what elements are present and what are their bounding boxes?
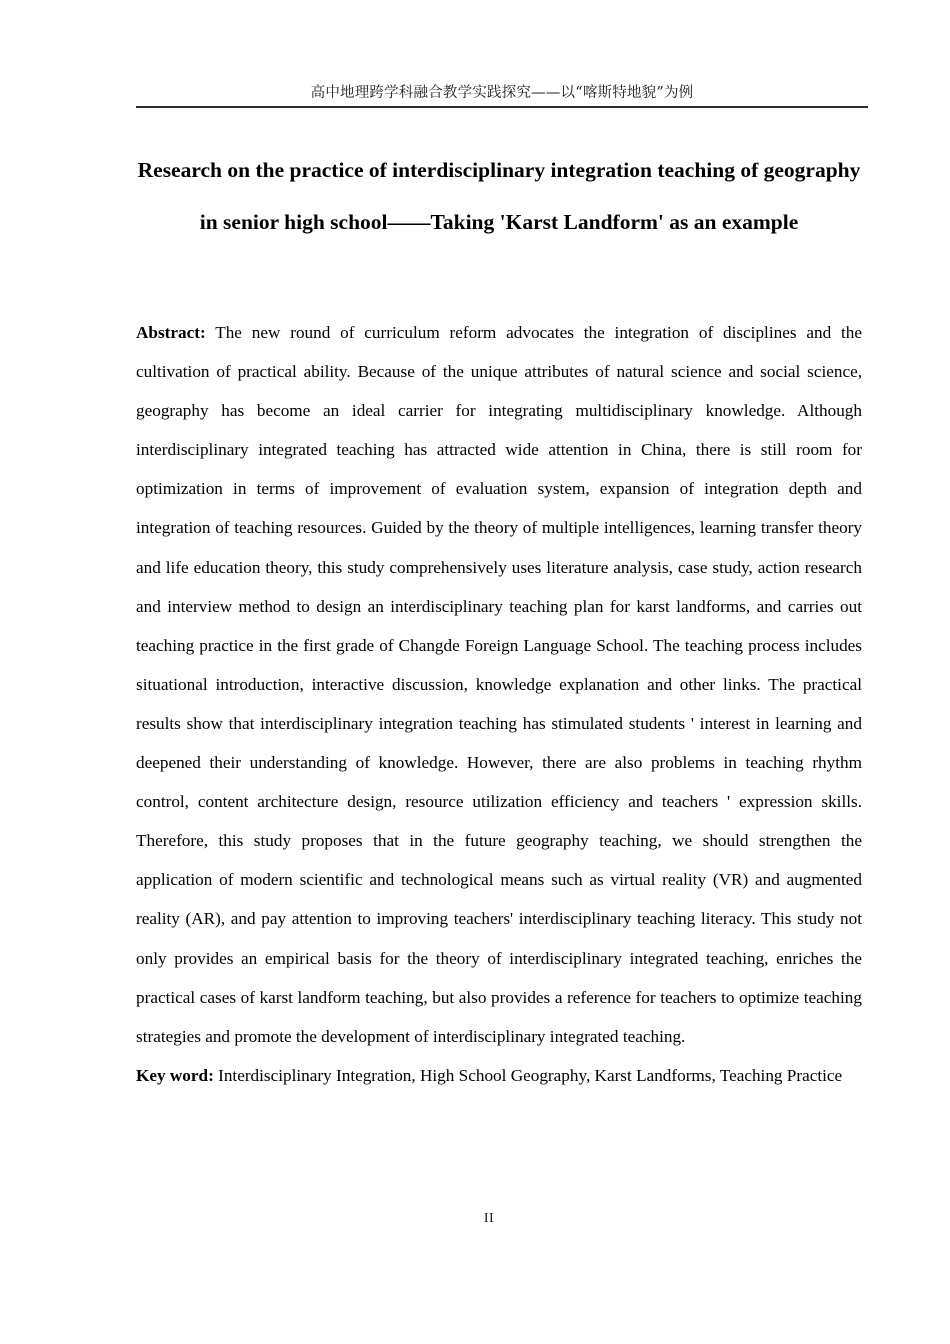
keywords-text: Interdisciplinary Integration, High School Geography, Karst Landforms, Teaching Practice	[213, 1065, 843, 1085]
running-header-text: 高中地理跨学科融合教学实践探究——以“喀斯特地貌”为例	[310, 85, 694, 101]
page-number-footer	[0, 1211, 950, 1227]
abstract-section	[136, 313, 862, 1095]
abstract-paragraph	[136, 313, 862, 1056]
keywords-label: Key word:	[136, 1065, 214, 1085]
keywords-paragraph	[136, 1056, 862, 1095]
title-block	[136, 145, 862, 248]
page-title: Research on the practice of interdisciplinary integration teaching of geography in senior high school——Taking 'Karst Landform' as an example	[137, 158, 861, 234]
header-divider-rule	[136, 106, 868, 108]
abstract-label: Abstract:	[136, 323, 206, 342]
abstract-text: The new round of curriculum reform advocates the integration of disciplines and the cultivation of practical ability. Because of the unique attributes of natural science and social science, geography has become an ideal carrier for integrating multidisciplinary knowledge. Although interdisciplinary integrated teaching has attracted wide attention in China, there is still room for optimization in terms of improvement of evaluation system, expansion of integration depth and integration of teaching resources. Guided by the theory of multiple intelligences, learning transfer theory and life education theory, this study comprehensively uses literature analysis, case study, action research and interview method to design an interdisciplinary teaching plan for karst landforms, and carries out teaching practice in the first grade of Changde Foreign Language School. The teaching process includes situational introduction, interactive discussion, knowledge explanation and other links. The practical results show that interdisciplinary integration teaching has stimulated students ' interest in learning and deepened their understanding of knowledge. However, there are also problems in teaching rhythm control, content architecture design, resource utilization efficiency and teachers ' expression skills. Therefore, this study proposes that in the future geography teaching, we should strengthen the application of modern scientific and technological means such as virtual reality (VR) and augmented reality (AR), and pay attention to improving teachers' interdisciplinary teaching literacy. This study not only provides an empirical basis for the theory of interdisciplinary integrated teaching, enriches the practical cases of karst landform teaching, but also provides a reference for teachers to optimize teaching strategies and promote the development of interdisciplinary integrated teaching.	[136, 323, 862, 1046]
page-number-value: II	[483, 1211, 495, 1226]
running-header	[136, 84, 868, 108]
